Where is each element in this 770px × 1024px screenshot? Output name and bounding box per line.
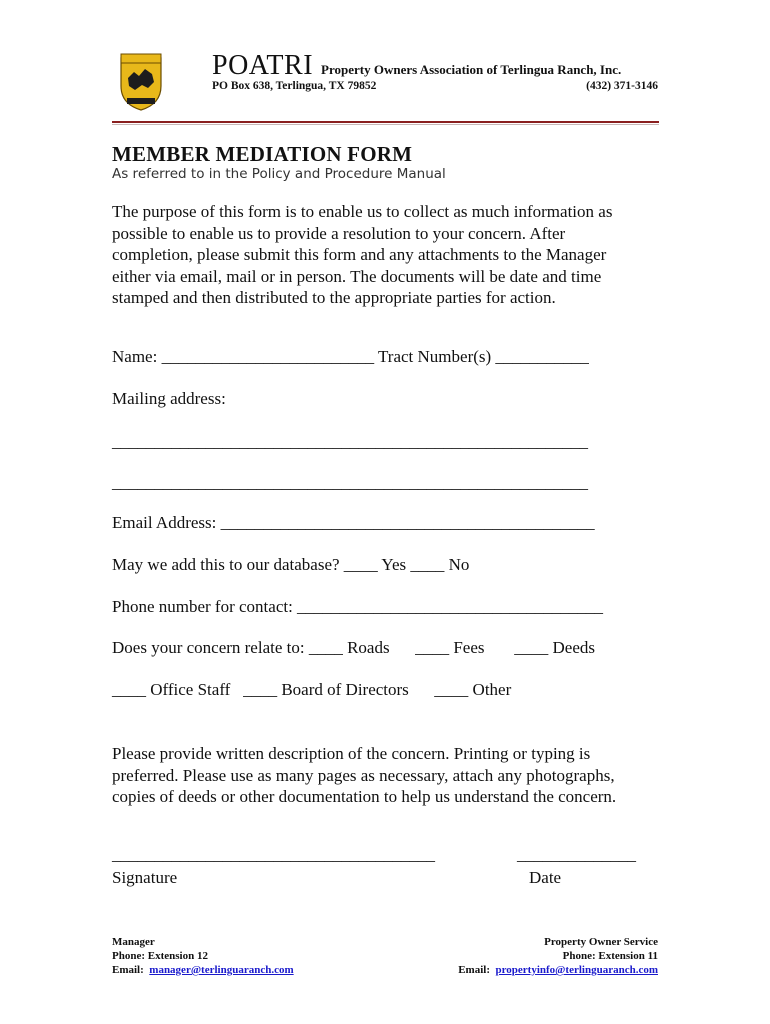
manager-email-label: Email: [112, 964, 150, 976]
service-title: Property Owner Service [544, 936, 658, 948]
concern-category-row-1[interactable]: Does your concern relate to: ____ Roads ____ Fees ____ Deeds [112, 638, 595, 657]
association-logo [118, 52, 164, 112]
property-owner-service-contact [458, 935, 658, 977]
org-name: Property Owners Association of Terlingua Ranch, Inc. [321, 62, 622, 77]
manager-contact [112, 935, 294, 977]
service-email-label: Email: [458, 964, 496, 976]
phone-contact-field[interactable]: Phone number for contact: ____________________________________ [112, 597, 604, 616]
manager-title: Manager [112, 936, 155, 948]
description-line: preferred. Please use as many pages as necessary, attach any photographs, [112, 765, 615, 785]
service-email-row [458, 963, 658, 977]
header-rule [112, 121, 659, 123]
description-line: copies of deeds or other documentation to help us understand the concern. [112, 787, 617, 806]
intro-line: The purpose of this form is to enable us to collect as much information as [112, 202, 613, 221]
header-rule-shadow [112, 124, 659, 125]
org-title [212, 50, 621, 82]
description-line: Please provide written description of the concern. Printing or typing is [112, 744, 591, 763]
form-subtitle: As referred to in the Policy and Procedure Manual [112, 166, 446, 182]
date-field[interactable]: ______________ [517, 845, 636, 864]
service-email-link[interactable]: propertyinfo@terlinguaranch.com [495, 964, 658, 976]
manager-phone: Phone: Extension 12 [112, 950, 208, 962]
intro-paragraph [112, 201, 672, 309]
mailing-address-line-1[interactable]: ________________________________________________________ [112, 432, 588, 451]
description-instructions [112, 743, 672, 808]
date-label: Date [529, 868, 562, 887]
signature-label: Signature [112, 868, 178, 887]
email-address-field[interactable]: Email Address: ____________________________________________ [112, 513, 595, 532]
org-acronym: POATRI [212, 50, 314, 81]
signature-field[interactable]: ______________________________________ [112, 845, 435, 864]
mailing-address-line-2[interactable]: ________________________________________________________ [112, 473, 588, 492]
intro-line: completion, please submit this form and any attachments to the Manager [112, 245, 607, 264]
org-address: PO Box 638, Terlingua, TX 79852 [212, 80, 377, 92]
intro-line: either via email, mail or in person. The documents will be date and time [112, 266, 602, 286]
mailing-address-label: Mailing address: [112, 389, 226, 408]
intro-line: possible to enable us to provide a resolution to your concern. After [112, 223, 566, 243]
service-phone: Phone: Extension 11 [562, 950, 658, 962]
database-consent-field[interactable]: May we add this to our database? ____ Yes ____ No [112, 555, 470, 574]
manager-email-row [112, 963, 294, 977]
form-title: MEMBER MEDIATION FORM [112, 142, 413, 166]
intro-line: stamped and then distributed to the appropriate parties for action. [112, 288, 556, 307]
org-phone: (432) 371-3146 [586, 80, 658, 92]
concern-category-row-2[interactable]: ____ Office Staff ____ Board of Directors ____ Other [112, 680, 512, 699]
name-tract-field[interactable]: Name: _________________________ Tract Number(s) ___________ [112, 347, 589, 366]
manager-email-link[interactable]: manager@terlinguaranch.com [149, 964, 294, 976]
